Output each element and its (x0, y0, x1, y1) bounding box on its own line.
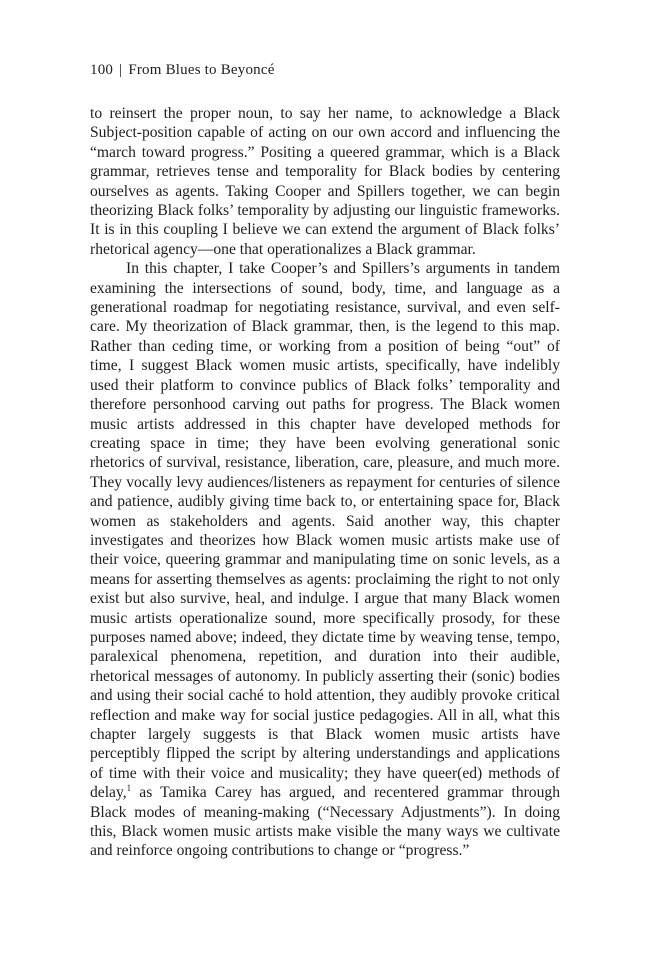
running-head (90, 62, 275, 79)
paragraph-1: to reinsert the proper noun, to say her name, to acknowledge a Black Subject-position capable of acting on our own accord and influencing the “march toward progress.” Positing a queered grammar, which is a Black grammar, retrieves tense and temporality for Black bodies by centering ourselves as agents. Taking Cooper and Spillers together, we can begin theorizing Black folks’ temporality by adjusting our linguistic frameworks. It is in this coupling I believe we can extend the argument of Black folks’ rhetorical agency—one that operationalizes a Black grammar. (90, 105, 560, 258)
book-title: From Blues to Beyoncé (128, 62, 275, 78)
body-text (90, 104, 560, 861)
paragraph-2-text-after-note: as Tamika Carey has argued, and recentered grammar through Black modes of meaning-making (“Necessary Adjustments”). In doing this, Black women music artists make visible the many ways we cultivate and reinforce ongoing contributions to change or “progress.” (90, 784, 560, 860)
footnote-marker[interactable]: 1 (126, 783, 132, 794)
paragraph-2 (90, 259, 560, 861)
paragraph-2-text-before-note: In this chapter, I take Cooper’s and Spillers’s arguments in tandem examining the intersections of sound, body, time, and language as a generational roadmap for negotiating resistance, survival, and even self-care. My theorization of Black grammar, then, is the legend to this map. Rather than ceding time, or working from a position of being “out” of time, I suggest Black women music artists, specifically, have indelibly used their platform to convince publics of Black folks’ temporality and therefore personhood carving out paths for progress. The Black women music artists addressed in this chapter have developed methods for creating space in time; they have been evolving generational sonic rhetorics of survival, resistance, liberation, care, pleasure, and much more. They vocally levy audiences/listeners as repayment for centuries of silence and patience, audibly giving time back to, or entertaining space for, Black women as stakeholders and agents. Said another way, this chapter investigates and theorizes how Black women music artists make use of their voice, queering grammar and manipulating time on sonic levels, as a means for asserting themselves as agents: proclaiming the right to not only exist but also survive, heal, and indulge. I argue that many Black women music artists operationalize sound, more specifically prosody, for these purposes named above; indeed, they dictate time by weaving tense, tempo, paralexical phenomena, repetition, and duration into their audible, rhetorical messages of autonomy. In publicly asserting their (sonic) bodies and using their social caché to hold attention, they audibly provoke critical reflection and make way for social justice pedagogies. All in all, what this chapter largely suggests is that Black women music artists have perceptibly flipped the script by altering understandings and applications of time with their voice and musicality; they have queer(ed) methods of delay, (90, 260, 560, 802)
header-separator: | (119, 62, 123, 78)
page-number: 100 (90, 62, 114, 78)
